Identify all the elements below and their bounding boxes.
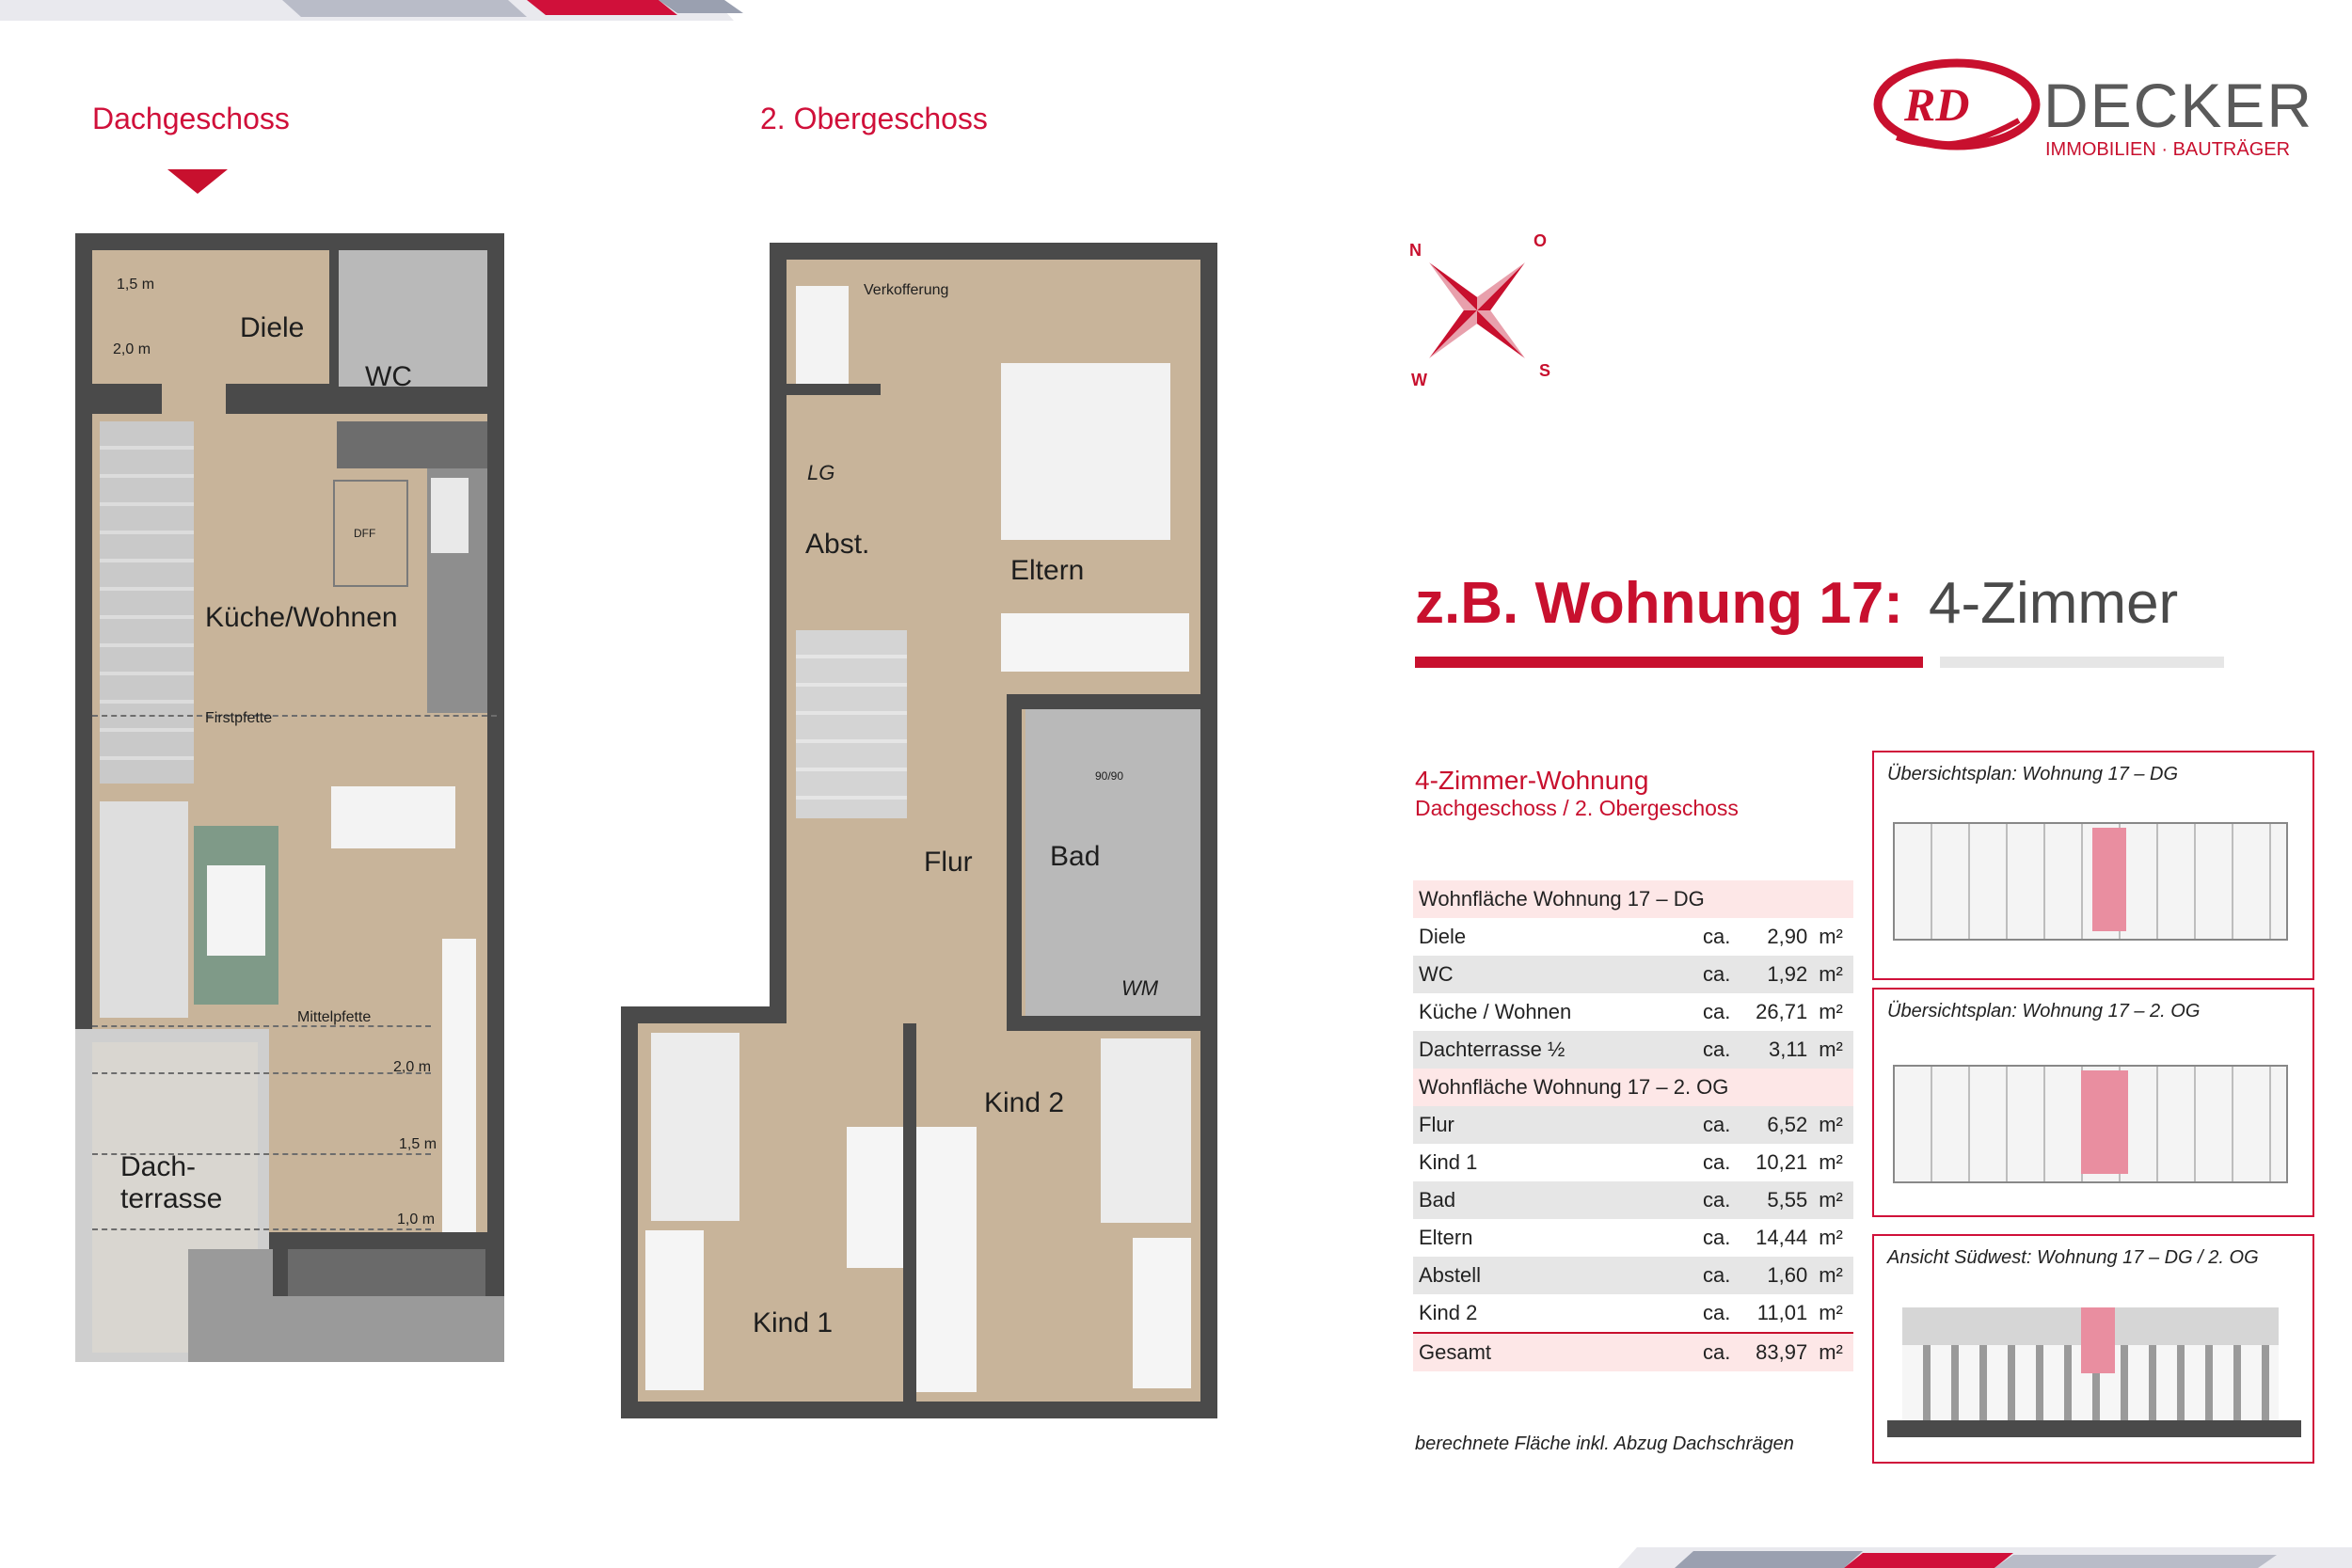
table-header-dg: Wohnfläche Wohnung 17 – DG — [1413, 880, 1853, 918]
table-row: Küche / Wohnen ca. 26,71 m² — [1419, 1000, 1843, 1023]
floor-label-dachgeschoss: Dachgeschoss — [92, 102, 290, 135]
room-label-kueche-wohnen: Küche/Wohnen — [205, 602, 398, 633]
thumbnail-og — [1872, 988, 2314, 1217]
height-line-10 — [92, 1228, 431, 1230]
title-underline-red — [1415, 657, 1923, 668]
room-label-eltern: Eltern — [1010, 555, 1085, 586]
table-row: Abstell ca. 1,60 m² — [1413, 1257, 1853, 1294]
height-line-20 — [92, 1072, 431, 1074]
area-table — [1413, 880, 1853, 1371]
lg-label: LG — [807, 461, 835, 484]
table-row: Diele ca. 2,90 m² — [1419, 925, 1843, 948]
thumbnail-view-caption: Ansicht Südwest: Wohnung 17 – DG / 2. OG — [1887, 1247, 2259, 1268]
firstpfette-line — [92, 715, 497, 717]
height-label-20-top: 2,0 m — [113, 341, 151, 357]
room-label-dachterrasse-2: terrasse — [120, 1183, 223, 1214]
room-label-kind1: Kind 1 — [753, 1307, 834, 1338]
page-title-suffix: 4-Zimmer — [1929, 571, 2179, 636]
thumbnail-dg-caption: Übersichtsplan: Wohnung 17 – DG — [1887, 764, 2179, 784]
room-label-kind2: Kind 2 — [984, 1087, 1065, 1118]
active-floor-indicator-icon — [167, 169, 228, 194]
table-row-total: Gesamt ca. 83,97 m² — [1413, 1333, 1853, 1371]
brand-tagline: IMMOBILIEN · BAUTRÄGER — [2045, 139, 2291, 160]
verkofferung-label: Verkofferung — [864, 282, 949, 298]
table-row: Bad ca. 5,55 m² — [1413, 1181, 1853, 1219]
table-row: WC ca. 1,92 m² — [1413, 956, 1853, 993]
room-label-diele: Diele — [240, 312, 305, 343]
room-label-abst: Abst. — [805, 529, 870, 560]
height-label-10: 1,0 m — [397, 1212, 436, 1227]
subtitle-line2: Dachgeschoss / 2. Obergeschoss — [1415, 796, 1739, 820]
compass-w: W — [1411, 371, 1427, 389]
room-label-dachterrasse-1: Dach- — [120, 1151, 197, 1182]
table-row: Kind 1 ca. 10,21 m² — [1419, 1150, 1843, 1174]
height-label-20: 2,0 m — [393, 1059, 432, 1075]
top-decor-stripes — [0, 0, 753, 21]
logo-initials: RD — [1904, 78, 1970, 131]
room-label-bad: Bad — [1050, 841, 1101, 872]
brand-name: DECKER — [2043, 71, 2314, 140]
compass-rose-icon — [1392, 226, 1562, 395]
room-label-wc: WC — [365, 361, 412, 392]
thumbnail-view — [1872, 1234, 2314, 1464]
title-underline-grey — [1940, 657, 2224, 668]
subtitle-line1: 4-Zimmer-Wohnung — [1415, 766, 1649, 795]
table-row: Dachterrasse ½ ca. 3,11 m² — [1413, 1031, 1853, 1069]
mittelpfette-label: Mittelpfette — [297, 1009, 372, 1025]
thumbnail-dg — [1872, 751, 2314, 980]
room-label-flur: Flur — [924, 847, 973, 878]
firstpfette-label: Firstpfette — [205, 710, 273, 726]
shower-size-label: 90/90 — [1095, 769, 1124, 783]
compass-n: N — [1409, 241, 1422, 260]
bottom-decor-stripes — [1599, 1547, 2352, 1568]
dff-label: DFF — [354, 527, 376, 540]
floorplan-obergeschoss — [621, 243, 1217, 1418]
brand-logo — [1868, 55, 2045, 154]
page-title-prefix: z.B. Wohnung 17: — [1415, 571, 1903, 636]
floor-label-obergeschoss: 2. Obergeschoss — [760, 102, 988, 135]
footnote: berechnete Fläche inkl. Abzug Dachschrägen — [1415, 1433, 1794, 1454]
table-header-og: Wohnfläche Wohnung 17 – 2. OG — [1413, 1069, 1853, 1106]
height-label-15-top: 1,5 m — [117, 277, 155, 293]
table-row: Kind 2 ca. 11,01 m² — [1419, 1301, 1843, 1324]
table-row: Eltern ca. 14,44 m² — [1419, 1226, 1843, 1249]
height-label-15: 1,5 m — [399, 1136, 437, 1152]
compass-o: O — [1534, 231, 1548, 250]
mittelpfette-line — [92, 1025, 431, 1027]
table-row: Flur ca. 6,52 m² — [1413, 1106, 1853, 1144]
wm-label: WM — [1121, 976, 1159, 1000]
compass-s: S — [1539, 361, 1551, 380]
thumbnail-og-caption: Übersichtsplan: Wohnung 17 – 2. OG — [1887, 1001, 2201, 1022]
